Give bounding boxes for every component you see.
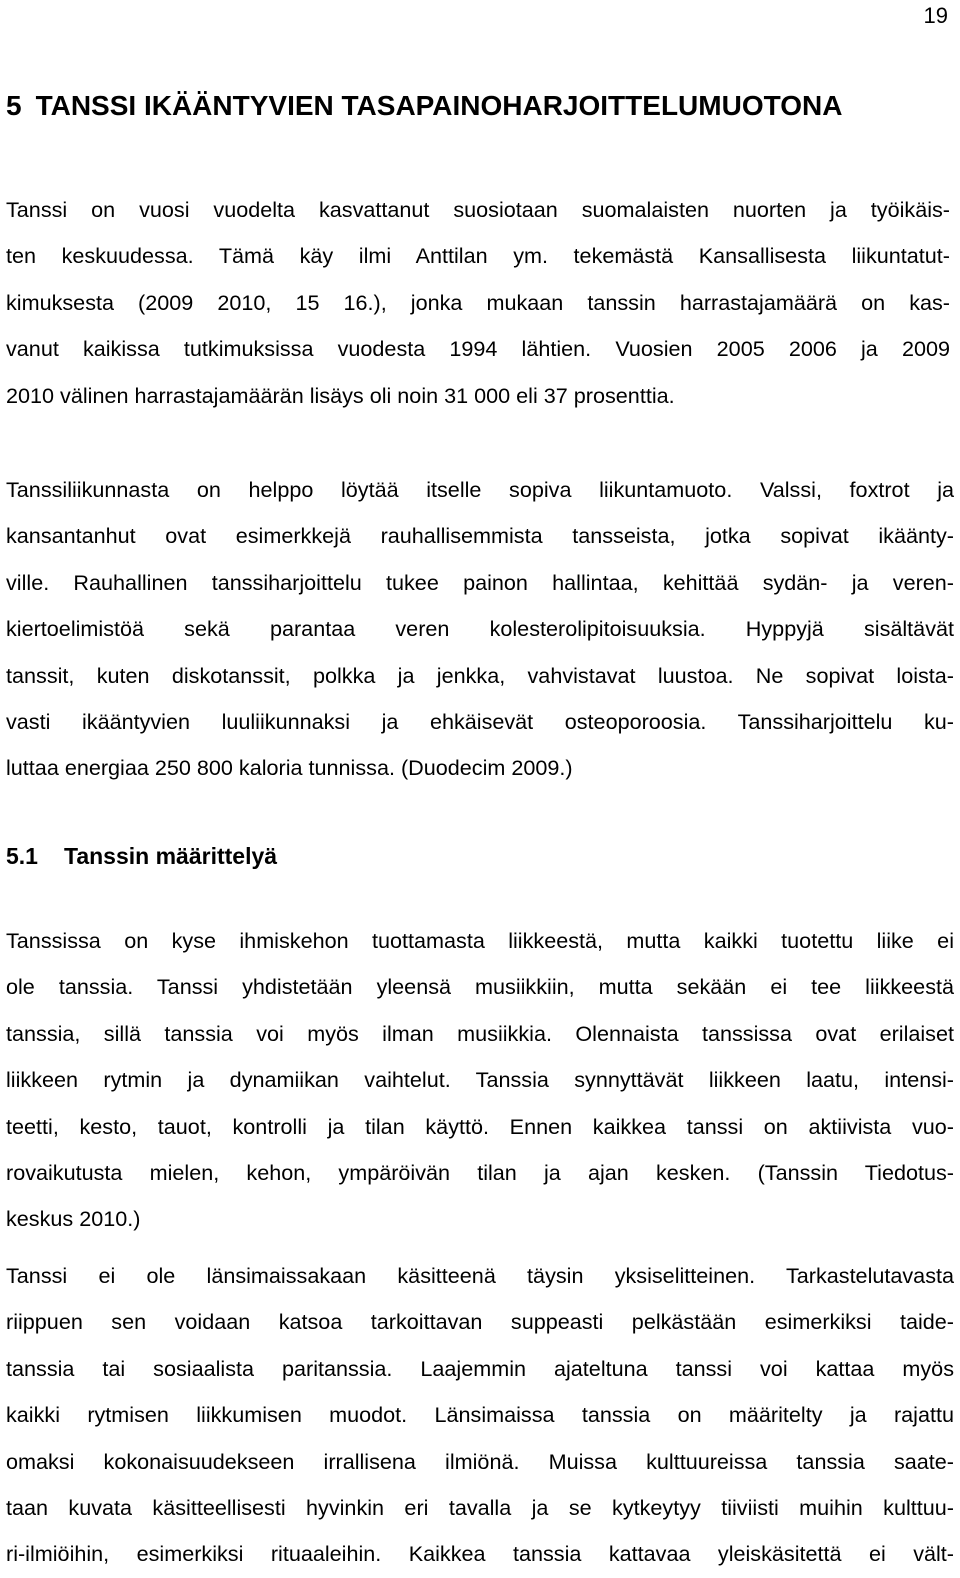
chapter-heading [6,86,930,126]
paragraph-line: teetti, kesto, tauot, kontrolli ja tilan käyttö. Ennen kaikkea tanssi on aktiivista vuo- [6,1113,954,1139]
paragraph-line: Tanssissa on kyse ihmiskehon tuottamasta liikkeestä, mutta kaikki tuotettu liike ei [6,928,954,953]
paragraph-line: kimuksesta (2009 2010, 15 16.), jonka mukaan tanssin harrastajamäärä on kas- [6,289,950,315]
paragraph-line: kansantanhut ovat esimerkkejä rauhallisemmista tansseista, jotka sopivat ikäänty- [6,523,954,549]
paragraph-line: ole tanssia. Tanssi yhdistetään yleensä musiikkiin, mutta sekään ei tee liikkeestä [6,974,954,1000]
paragraph-line: ri-ilmiöihin, esimerkiksi rituaaleihin. Kaikkea tanssia kattavaa yleiskäsitettä ei vält- [6,1541,954,1567]
paragraph-line: kaikki rytmisen liikkumisen muodot. Länsimaissa tanssia on määritelty ja rajattu [6,1402,954,1428]
paragraph-line: rovaikutusta mielen, kehon, ympäröivän tilan ja ajan kesken. (Tanssin Tiedotus- [6,1159,954,1185]
paragraph-line: Tanssi ei ole länsimaissakaan käsitteenä täysin yksiselitteinen. Tarkastelutavasta [6,1263,954,1288]
paragraph-line: 2010 välinen harrastajamäärän lisäys oli noin 31 000 eli 37 prosenttia. [6,382,675,408]
paragraph-line: vanut kaikissa tutkimuksissa vuodesta 1994 lähtien. Vuosien 2005 2006 ja 2009 [6,336,950,362]
paragraph-line: tanssit, kuten diskotanssit, polkka ja jenkka, vahvistavat luustoa. Ne sopivat loista- [6,662,954,688]
paragraph-line: omaksi kokonaisuudekseen irrallisena ilmiönä. Muissa kulttuureissa tanssia saate- [6,1448,954,1474]
paragraph-line: tanssia tai sosiaalista paritanssia. Laajemmin ajateltuna tanssi voi kattaa myös [6,1355,954,1381]
paragraph-line: Tanssi on vuosi vuodelta kasvattanut suosiotaan suomalaisten nuorten ja työikäis- [6,197,950,222]
paragraph-line: riippuen sen voidaan katsoa tarkoittavan suppeasti pelkästään esimerkiksi taide- [6,1309,954,1335]
paragraph-line: kiertoelimistöä sekä parantaa veren kolesterolipitoisuuksia. Hyppyjä sisältävät [6,616,954,642]
paragraph-line: vasti ikääntyvien luuliikunnaksi ja ehkäisevät osteoporoosia. Tanssiharjoittelu ku- [6,708,954,734]
section-title: Tanssin määrittelyä [64,843,278,869]
section-heading [6,836,930,876]
paragraph-line: taan kuvata käsitteellisesti hyvinkin eri tavalla ja se kytkeytyy tiiviisti muihin kulttuu- [6,1494,954,1520]
paragraph-4 [6,1253,954,1578]
paragraph-line: luttaa energiaa 250 800 kaloria tunnissa. (Duodecim 2009.) [6,755,573,781]
paragraph-line: tanssia, sillä tanssia voi myös ilman musiikkia. Olennaista tanssissa ovat erilaiset [6,1020,954,1046]
paragraph-3 [6,918,954,1243]
chapter-title: TANSSI IKÄÄNTYVIEN TASAPAINOHARJOITTELUMUOTONA [35,90,843,121]
page-number: 19 [923,3,948,28]
paragraph-2 [6,467,954,792]
paragraph-line: ten keskuudessa. Tämä käy ilmi Anttilan ym. tekemästä Kansallisesta liikuntatut- [6,243,950,269]
paragraph-line: liikkeen rytmin ja dynamiikan vaihtelut. Tanssia synnyttävät liikkeen laatu, intensi- [6,1067,954,1093]
paragraph-1 [6,187,950,419]
section-number: 5.1 [6,843,38,869]
paragraph-line: Tanssiliikunnasta on helppo löytää itselle sopiva liikuntamuoto. Valssi, foxtrot ja [6,477,954,502]
paragraph-line: ville. Rauhallinen tanssiharjoittelu tukee painon hallintaa, kehittää sydän- ja veren- [6,569,954,595]
paragraph-line: keskus 2010.) [6,1206,141,1232]
chapter-number: 5 [6,90,22,121]
